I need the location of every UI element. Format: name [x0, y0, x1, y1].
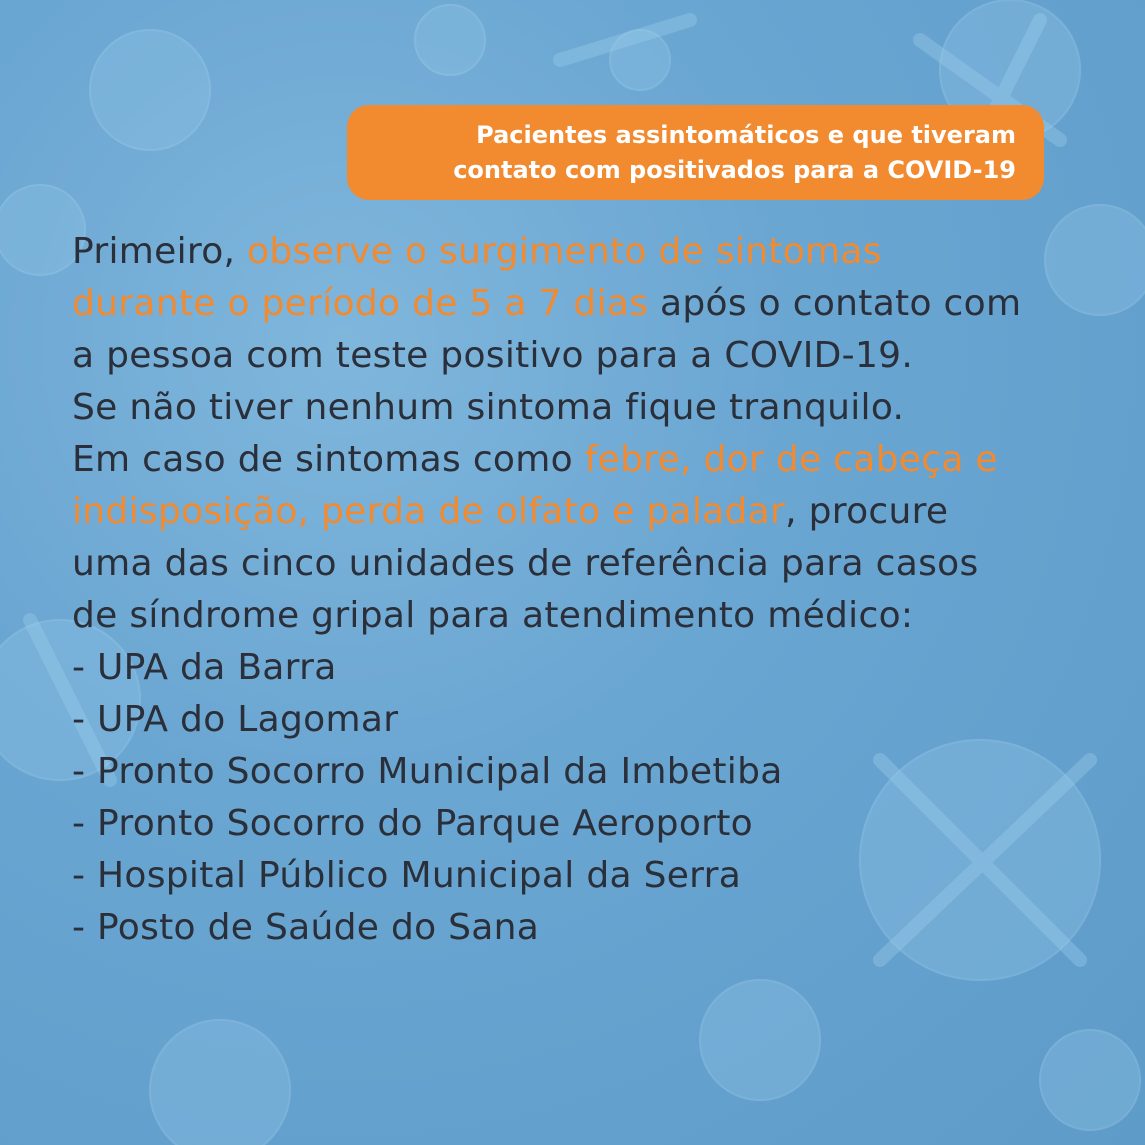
symptoms-paragraph — [72, 434, 1032, 642]
list-item: - UPA da Barra — [72, 647, 337, 688]
intro-prefix: Primeiro, — [72, 231, 248, 272]
list-item: - Posto de Saúde do Sana — [72, 907, 540, 948]
case-suffix: , procure uma das cinco unidades de referência para casos de síndrome gripal para atendimento médico: — [72, 491, 979, 636]
list-item: - Hospital Público Municipal da Serra — [72, 855, 742, 896]
section-title-badge — [347, 105, 1044, 200]
intro-paragraph — [72, 226, 1032, 382]
intro-highlight: observe o surgimento de sintomas durante o período de 5 a 7 dias — [72, 231, 882, 324]
list-item: - Pronto Socorro Municipal da Imbetiba — [72, 751, 783, 792]
reference-units-list — [72, 642, 1032, 954]
no-symptoms-text: Se não tiver nenhum sintoma fique tranquilo. — [72, 387, 905, 428]
section-title-line-2: contato com positivados para a COVID-19 — [453, 156, 1016, 184]
list-item: - UPA do Lagomar — [72, 699, 399, 740]
list-item: - Pronto Socorro do Parque Aeroporto — [72, 803, 753, 844]
section-title-line-1: Pacientes assintomáticos e que tiveram — [476, 121, 1016, 149]
intro-suffix: após o contato com a pessoa com teste positivo para a COVID-19. — [72, 283, 1022, 376]
case-prefix: Em caso de sintomas como — [72, 439, 585, 480]
symptoms-highlight: febre, dor de cabeça e indisposição, perda de olfato e paladar — [72, 439, 998, 532]
instructions-text — [72, 226, 1032, 954]
